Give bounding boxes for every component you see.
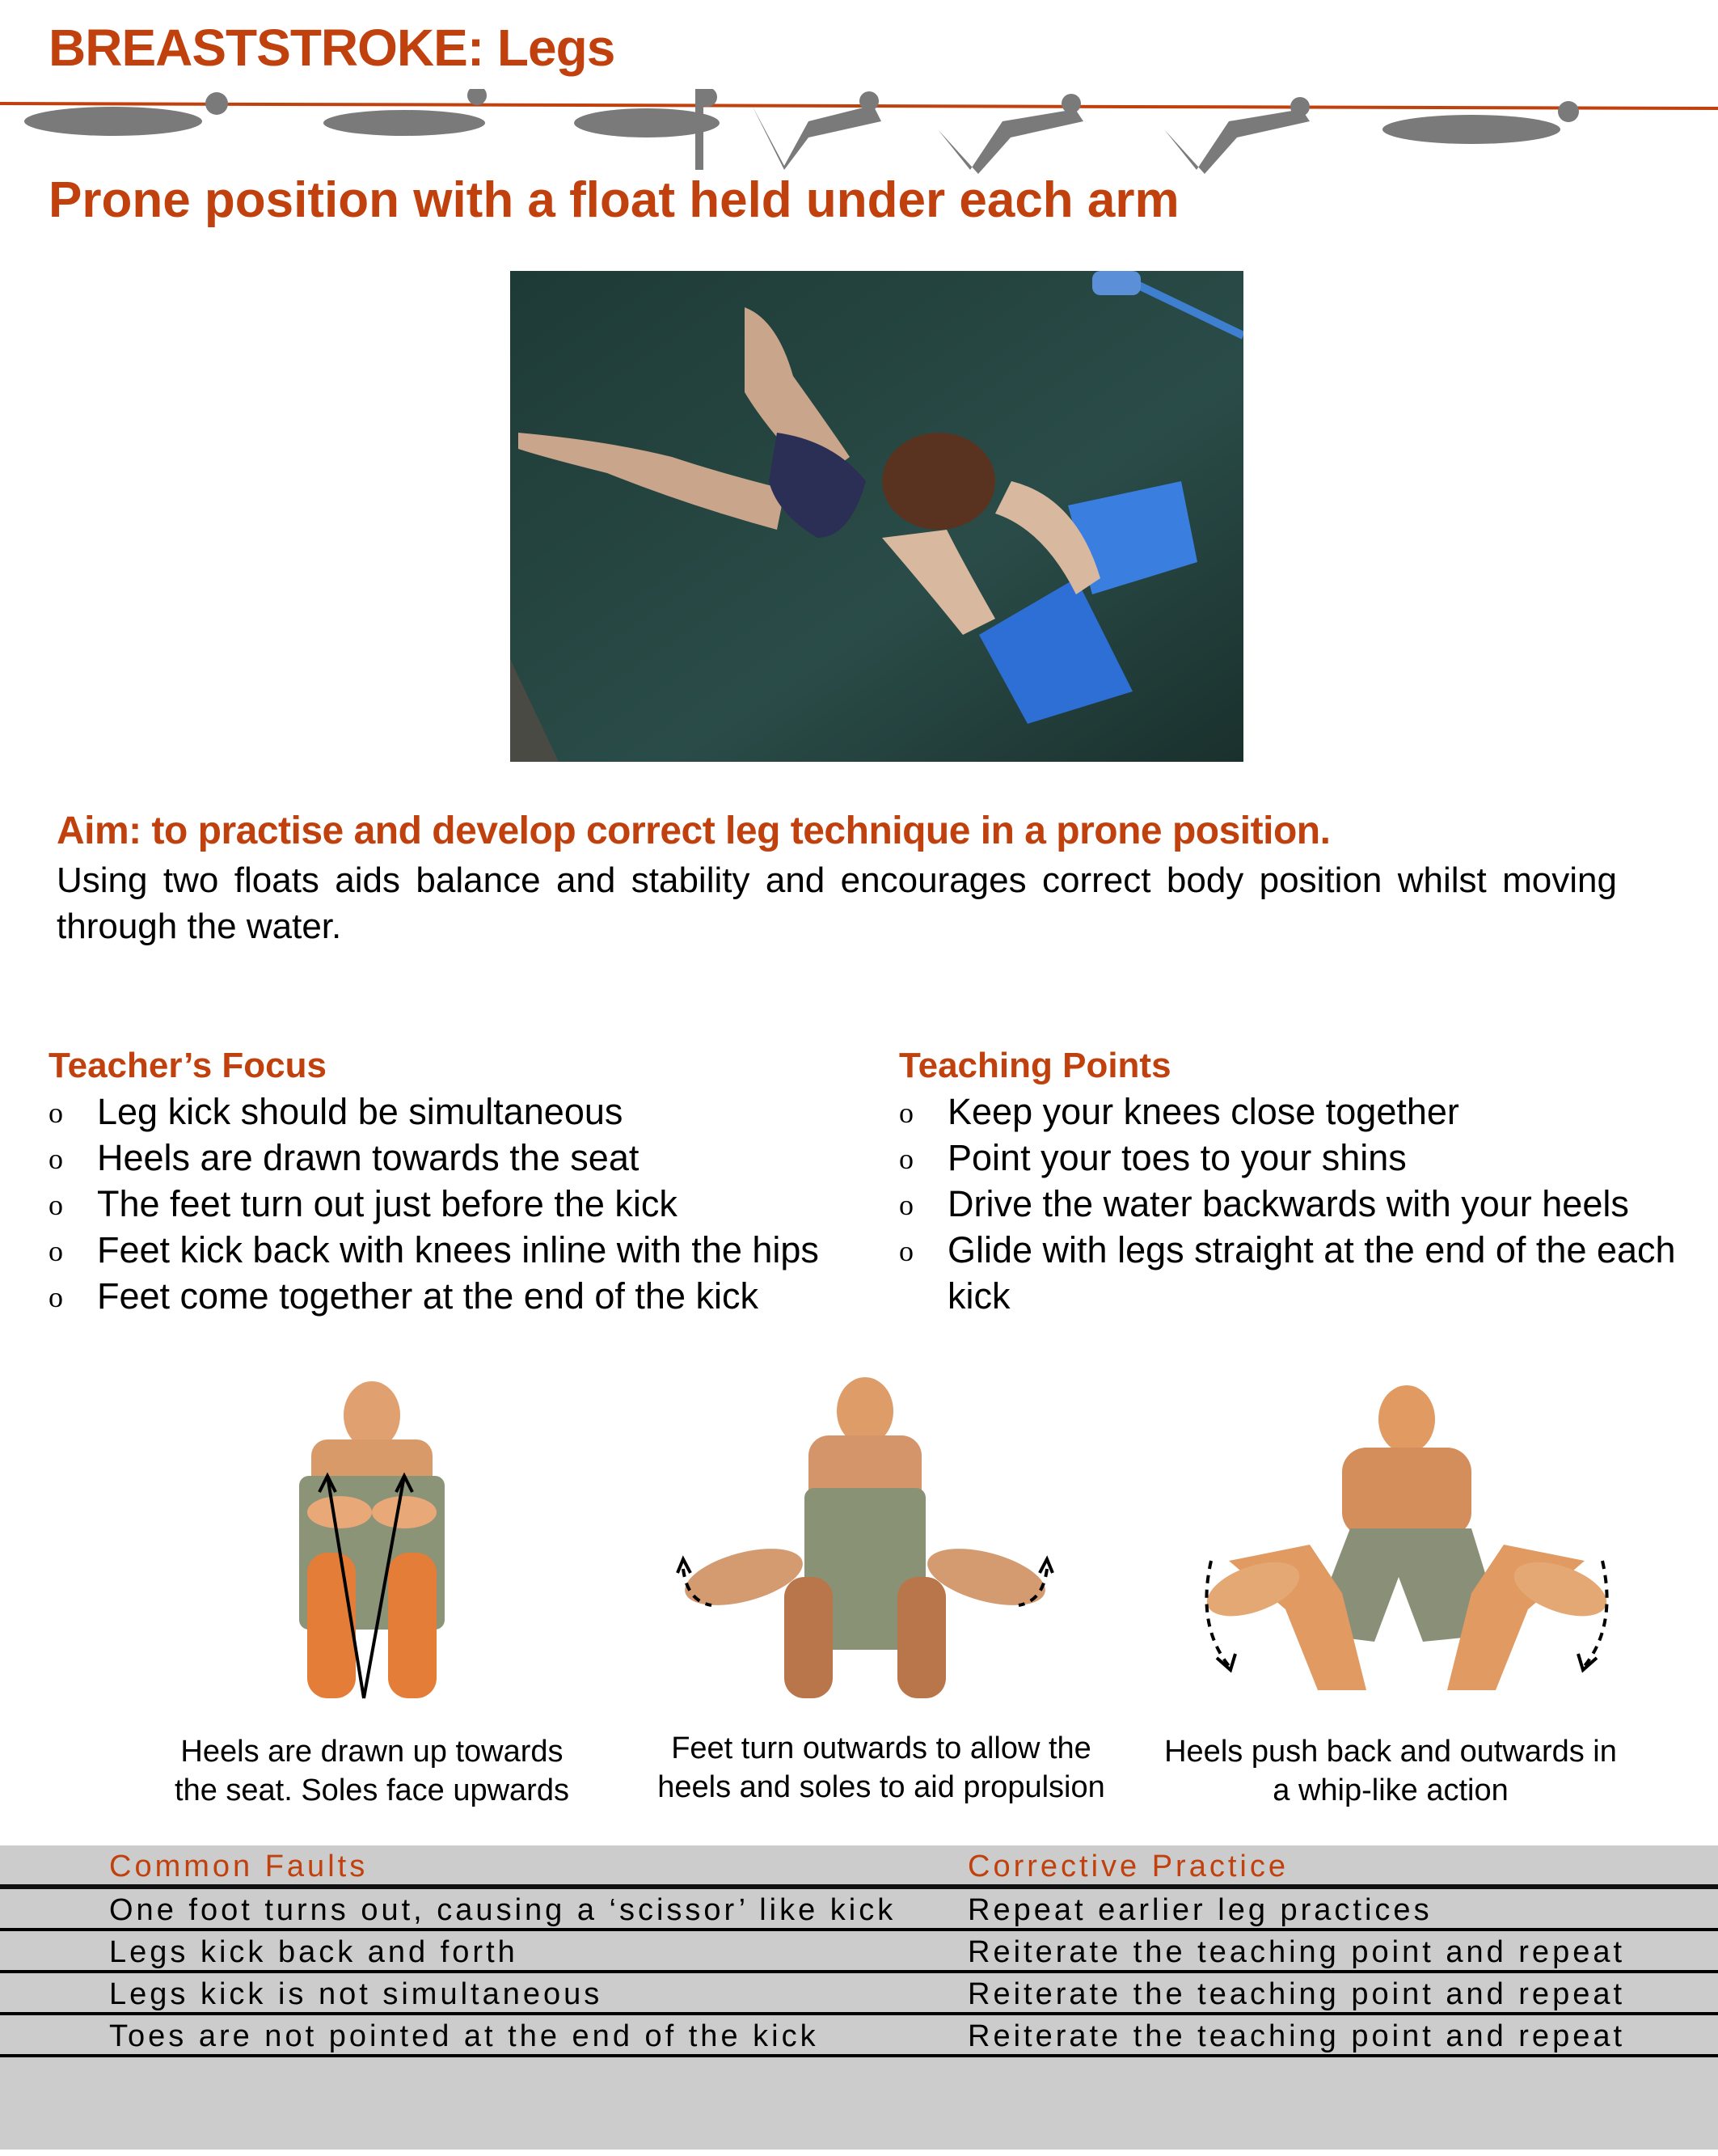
table-row: Legs kick back and forth Reiterate the teaching point and repeat [0, 1931, 1718, 1973]
teachers-focus-heading: Teacher’s Focus [49, 1046, 327, 1085]
teachers-focus-item: o Feet kick back with knees inline with the hips [49, 1227, 889, 1273]
table-row: Legs kick is not simultaneous Reiterate the teaching point and repeat [0, 1973, 1718, 2015]
teaching-point-item: o Point your toes to your shins [899, 1135, 1707, 1181]
figure-caption: Heels push back and outwards in a whip-like action [1164, 1735, 1617, 1807]
teaching-points-section [899, 1043, 1707, 1319]
teaching-point-item: o Keep your knees close together [899, 1089, 1707, 1135]
page-subtitle: Prone position with a float held under each arm [49, 172, 1180, 228]
bullet-icon: o [899, 1235, 914, 1267]
table-header-row [0, 1845, 1718, 1889]
teaching-point-item: o Drive the water backwards with your heels [899, 1181, 1707, 1227]
teachers-focus-item: o Feet come together at the end of the kick [49, 1273, 889, 1319]
bullet-icon: o [899, 1143, 914, 1175]
bullet-icon: o [899, 1097, 914, 1129]
whip-kick-figure [1180, 1375, 1633, 1706]
teachers-focus-section [49, 1043, 889, 1319]
teachers-focus-item: o The feet turn out just before the kick [49, 1181, 889, 1227]
swimmer-photo [510, 271, 1243, 762]
bullet-icon: o [49, 1143, 63, 1175]
table-row: Toes are not pointed at the end of the kick Reiterate the teaching point and repeat [0, 2015, 1718, 2057]
bullet-icon: o [899, 1189, 914, 1221]
page-title: BREASTSTROKE: Legs [49, 19, 615, 77]
figure-caption: Feet turn outwards to allow the heels and soles to aid propulsion [657, 1731, 1105, 1804]
bullet-icon: o [49, 1189, 63, 1221]
column-header-corrective: Corrective Practice [968, 1850, 1289, 1883]
table-row: One foot turns out, causing a ‘scissor’ like kick Repeat earlier leg practices [0, 1889, 1718, 1931]
feet-turn-outwards-figure [663, 1375, 1067, 1706]
teachers-focus-item: o Heels are drawn towards the seat [49, 1135, 889, 1181]
faults-table [0, 1845, 1718, 2150]
bullet-icon: o [49, 1281, 63, 1313]
swimmer-sequence-illustration [0, 89, 1718, 178]
teaching-point-item: o Glide with legs straight at the end of the each kick [899, 1229, 1676, 1317]
aim-description: Using two floats aids balance and stability and encourages correct body position whilst moving through the water. [57, 860, 1617, 946]
teachers-focus-item: o Leg kick should be simultaneous [49, 1089, 889, 1135]
bullet-icon: o [49, 1097, 63, 1129]
figure-caption: Heels are drawn up towards the seat. Soles face upwards [175, 1735, 569, 1807]
bullet-icon: o [49, 1235, 63, 1267]
column-header-faults: Common Faults [109, 1850, 369, 1883]
aim-heading: Aim: to practise and develop correct leg technique in a prone position. [57, 810, 1331, 852]
teaching-points-heading: Teaching Points [899, 1046, 1171, 1085]
heels-drawn-up-figure [283, 1375, 461, 1706]
